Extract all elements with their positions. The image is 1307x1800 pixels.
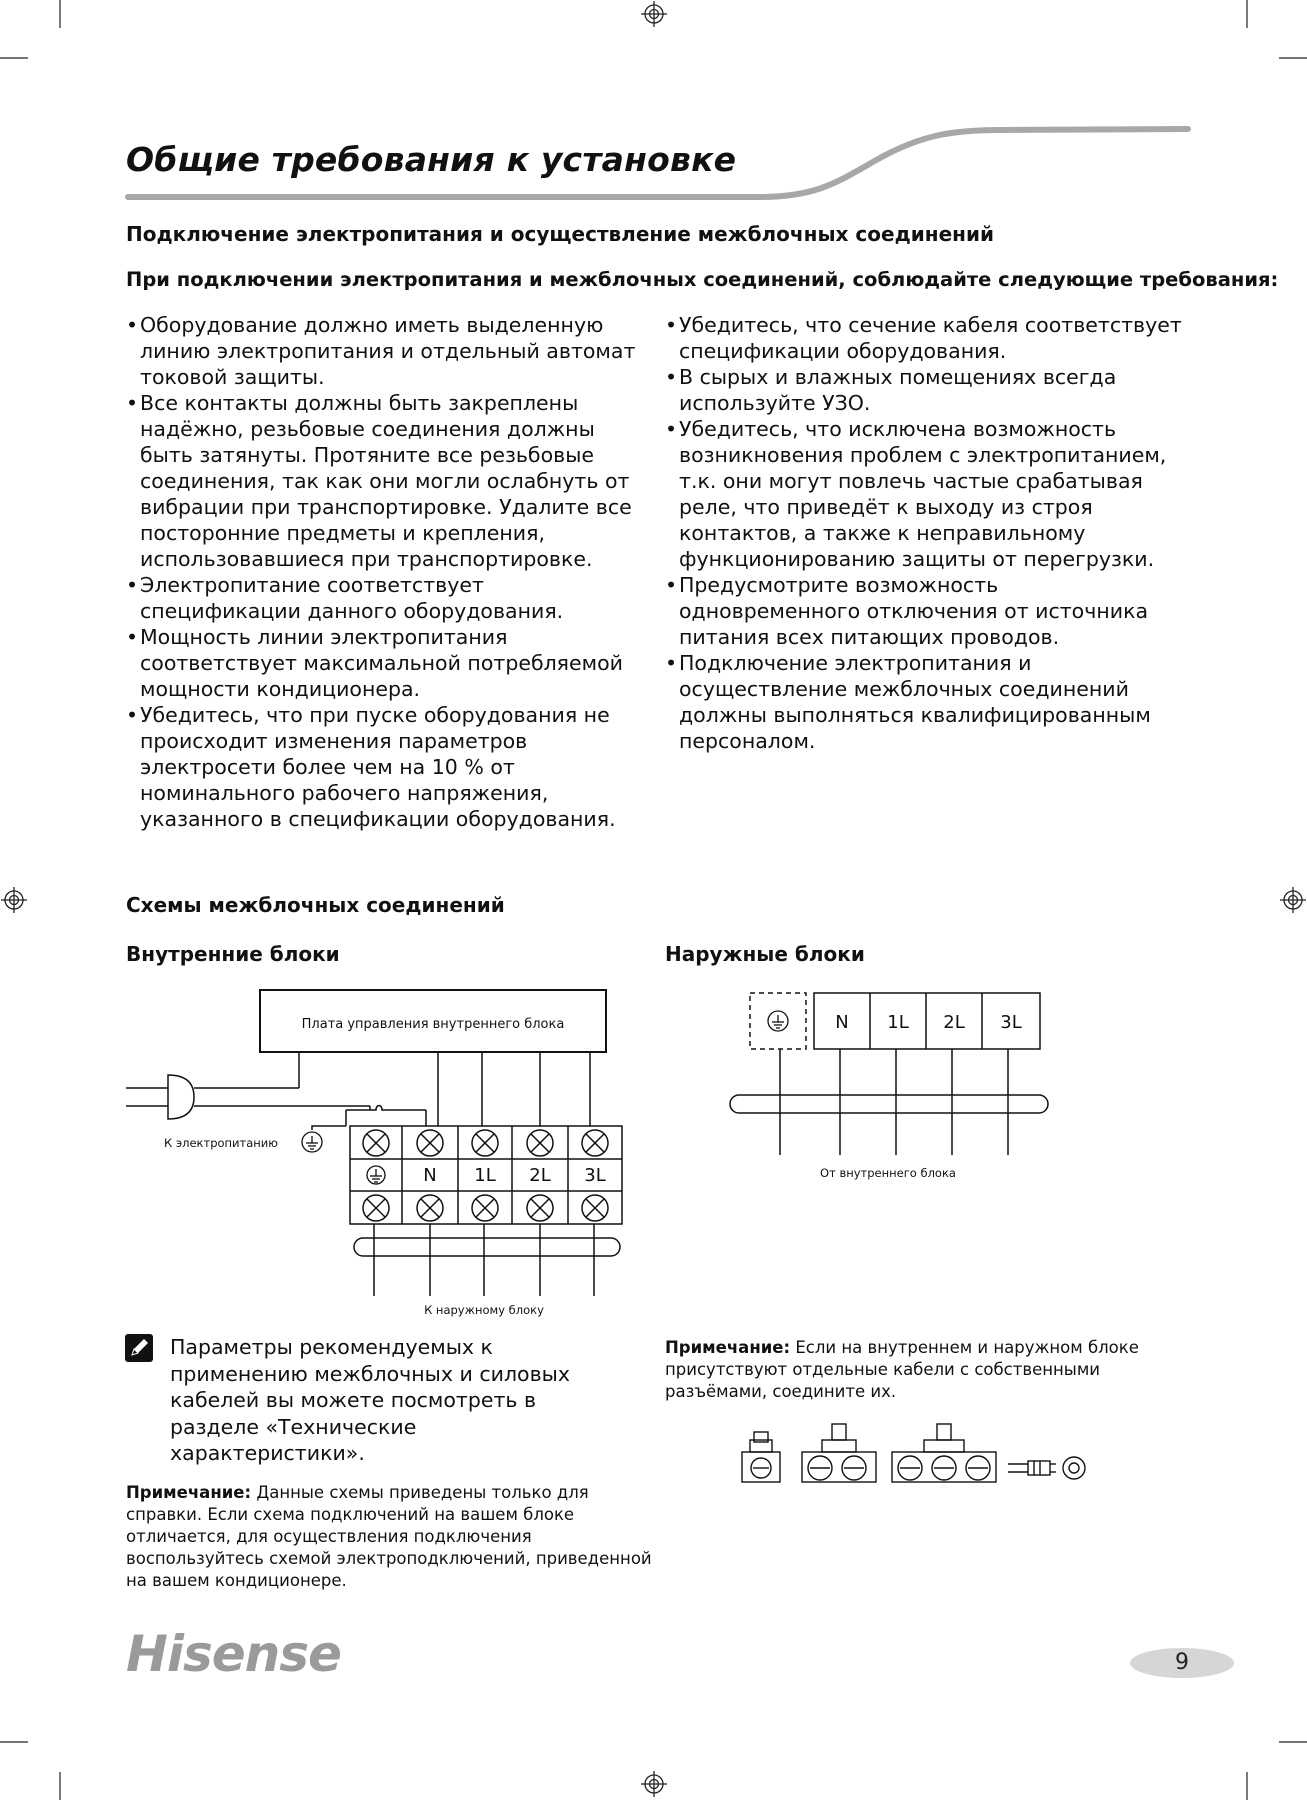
requirements-intro: При подключении электропитания и межблочных соединений, соблюдайте следующие требования: [126,268,1279,291]
ground-icon [367,1166,385,1184]
note-label: Примечание: [126,1483,252,1502]
ring-terminal-end [1054,1448,1094,1488]
list-item: • Подключение электропитания и осуществление межблочных соединений должны выполняться квалифицированным персоналом. [665,650,1185,754]
list-item: • Убедитесь, что при пуске оборудования не происходит изменения параметров электросети более чем на 10 % от номинального рабочего напряжения, указанного в спецификации оборудования. [126,702,646,832]
from-indoor-label: От внутреннего блока [820,1166,956,1180]
terminal-label: N [835,1012,849,1033]
terminal-label: N [423,1165,437,1186]
terminal-label: 2L [943,1012,965,1033]
indoor-units-heading: Внутренние блоки [126,942,340,966]
terminal-screw-icon [527,1130,553,1156]
registration-mark-icon [1,887,27,913]
power-plug-icon [168,1075,194,1119]
terminal-screw-icon [417,1130,443,1156]
note-body: Если на внутреннем и наружном блоке присутствуют отдельные кабели с собственными разъёмами, соедините их. [665,1338,1139,1401]
terminal-label: 3L [584,1165,606,1186]
list-item: • Предусмотрите возможность одновременного отключения от источника питания всех питающих проводов. [665,572,1185,650]
outdoor-unit-label: К наружному блоку [424,1303,544,1317]
terminal-screw-icon [472,1195,498,1221]
list-item: • Все контакты должны быть закреплены надёжно, резьбовые соединения должны быть затянуты. Протяните все резьбовые соединения, так как они могли ослабнуть от вибрации при транспортировке. Удалите все посторонние предметы и крепления, использовавшиеся при транспортировке. [126,390,646,572]
hisense-logo: Hisense [126,1625,341,1683]
ground-icon [768,1011,788,1031]
connector-icon [892,1424,996,1482]
outdoor-units-heading: Наружные блоки [665,942,865,966]
terminal-screw-icon [527,1195,553,1221]
terminal-screw-icon [472,1130,498,1156]
title-swoosh [0,0,1307,220]
outdoor-wiring-diagram [720,985,1140,1185]
terminal-label: 3L [1000,1012,1022,1033]
terminal-label: 1L [887,1012,909,1033]
registration-mark-icon [641,1771,667,1797]
note-body: Данные схемы приведены только для справки. Если схема подключений на вашем блоке отличается, для осуществления подключения воспользуйтесь схемой электроподключений, приведенной на вашем кондиционере. [126,1483,652,1590]
cable-params-note: Параметры рекомендуемых к применению межблочных и силовых кабелей вы можете посмотреть в разделе «Технические характеристики». [170,1335,570,1465]
terminal-screw-icon [417,1195,443,1221]
right-requirements-list [665,312,1185,754]
terminal-screw-icon [363,1195,389,1221]
list-item: • Убедитесь, что сечение кабеля соответствует спецификации оборудования. [665,312,1185,364]
schemes-heading: Схемы межблочных соединений [126,893,505,917]
list-item: • Оборудование должно иметь выделенную линию электропитания и отдельный автомат токовой защиты. [126,312,646,390]
connectors-illustration [738,1420,1058,1490]
note-pencil-icon [125,1334,155,1364]
control-board-label: Плата управления внутреннего блока [301,1017,565,1032]
connector-icon [802,1424,876,1482]
page-title: Общие требования к установке [126,140,737,179]
indoor-wiring-diagram [126,980,646,1320]
terminal-screw-icon [582,1195,608,1221]
note-label: Примечание: [665,1338,791,1357]
terminal-screw-icon [363,1130,389,1156]
reference-note [126,1482,666,1592]
list-item: • Мощность линии электропитания соответствует максимальной потребляемой мощности кондиционера. [126,624,646,702]
terminal-screw-icon [582,1130,608,1156]
left-requirements-list [126,312,646,832]
page-number: 9 [1130,1648,1234,1678]
registration-mark-icon [1280,887,1306,913]
list-item: • Убедитесь, что исключена возможность возникновения проблем с электропитанием, т.к. они могут повлечь частые срабатывая реле, что приведёт к выходу из строя контактов, а также к неправильному функционированию защиты от перегрузки. [665,416,1185,572]
list-item: • Электропитание соответствует спецификации данного оборудования. [126,572,646,624]
terminal-label: 2L [529,1165,551,1186]
power-label: К электропитанию [164,1136,278,1150]
terminal-label: 1L [474,1165,496,1186]
ground-icon [302,1132,322,1152]
connector-icon [742,1432,780,1482]
section-heading: Подключение электропитания и осуществление межблочных соединений [126,222,994,246]
list-item: • В сырых и влажных помещениях всегда используйте УЗО. [665,364,1185,416]
outdoor-note [665,1337,1205,1403]
ring-terminal-icon [1008,1461,1056,1475]
